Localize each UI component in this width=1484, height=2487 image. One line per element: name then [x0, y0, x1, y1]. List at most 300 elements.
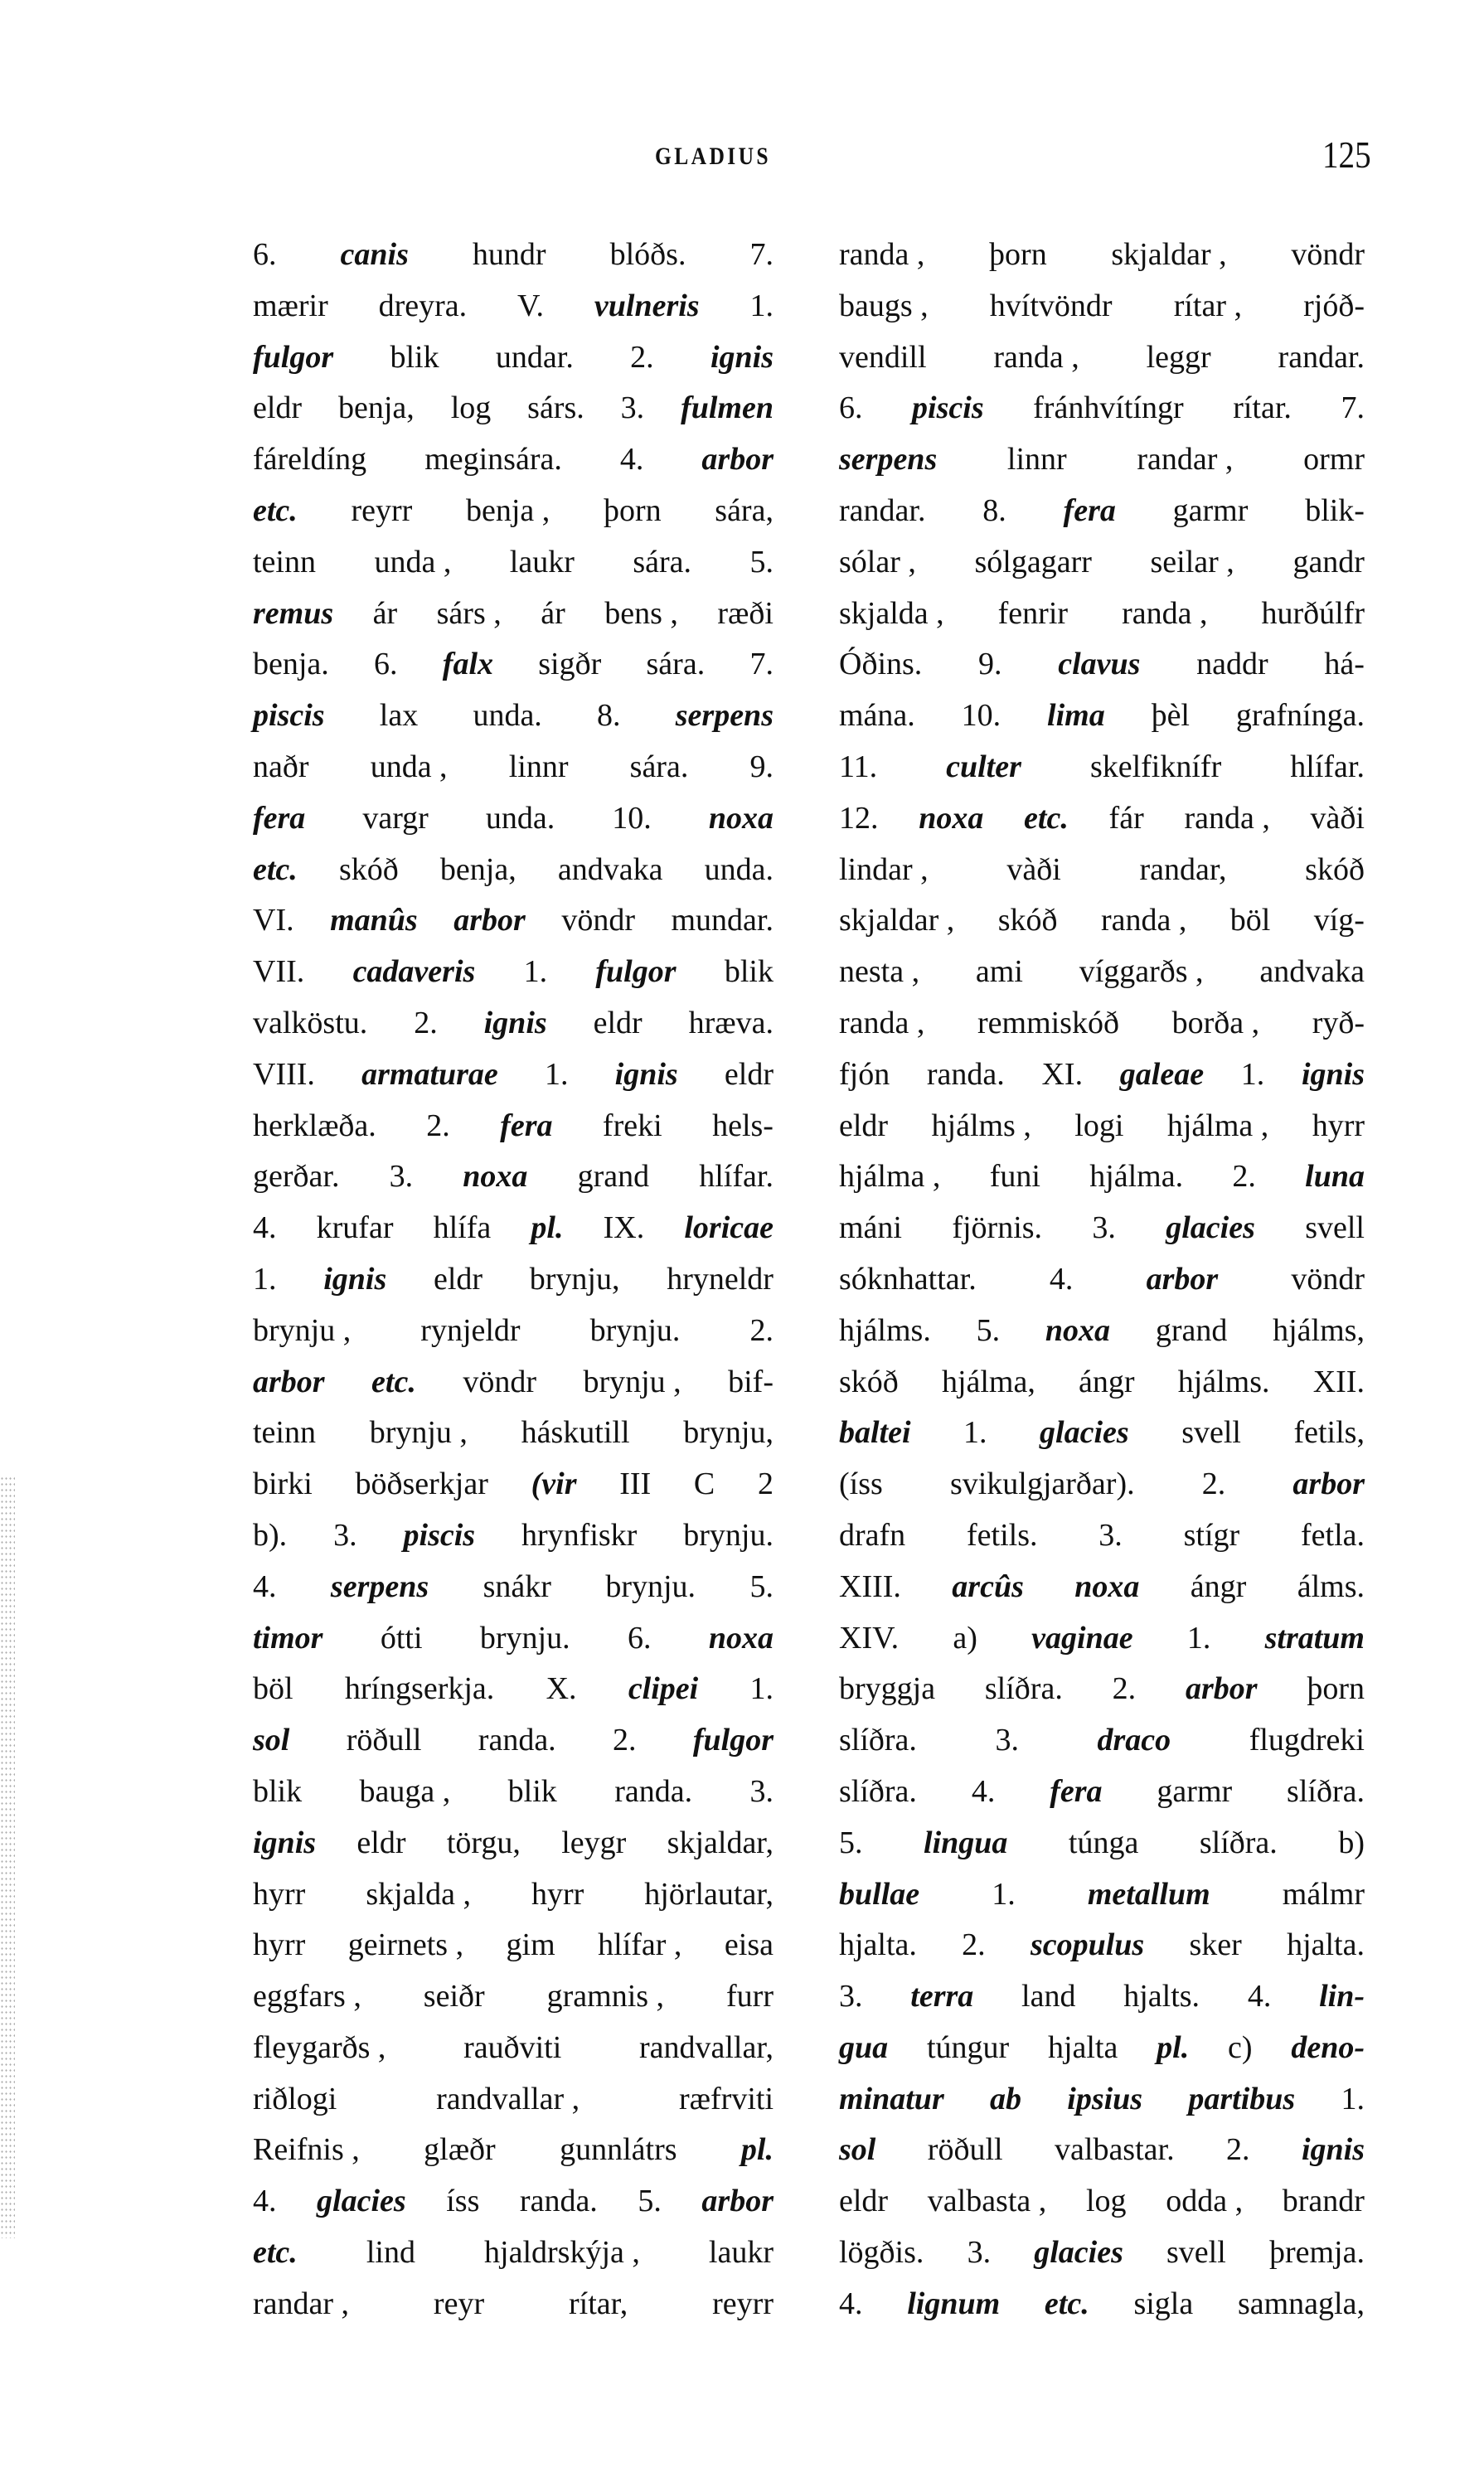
word: odda ,	[1166, 2184, 1244, 2219]
word: randa.	[614, 1773, 693, 1809]
word: 9.	[978, 647, 1002, 682]
text-line	[253, 1767, 774, 1819]
word: unda.	[704, 851, 774, 887]
word: flugdreki	[1249, 1723, 1365, 1758]
latin-term: glacies	[1040, 1415, 1129, 1451]
word: samnagla,	[1237, 2286, 1365, 2321]
word: randar.	[1278, 339, 1365, 375]
word: borða ,	[1171, 1005, 1260, 1040]
word: 4.	[253, 1568, 277, 1604]
latin-term: minatur	[839, 2081, 944, 2116]
word: unda.	[473, 698, 542, 734]
word: há-	[1324, 647, 1365, 682]
word: 2.	[1232, 1159, 1256, 1195]
word: fenrir	[997, 595, 1069, 631]
word: linnr	[508, 749, 569, 784]
word: málmr	[1282, 1876, 1365, 1912]
text-line	[253, 1716, 774, 1767]
latin-term: arbor	[701, 2184, 774, 2219]
word: hjálms.	[839, 1312, 931, 1348]
word: þèl	[1151, 698, 1190, 734]
word: brynju.	[683, 1517, 774, 1553]
word: brynju,	[529, 1261, 620, 1297]
latin-term: terra	[910, 1979, 974, 2014]
latin-term: ignis	[323, 1261, 387, 1297]
latin-term: lima	[1047, 698, 1105, 734]
text-line	[839, 1716, 1365, 1767]
text-line	[839, 1511, 1365, 1563]
word: riðlogi	[253, 2081, 337, 2116]
text-line	[253, 589, 774, 641]
word: 7.	[749, 647, 774, 682]
page-number: 125	[1322, 133, 1371, 176]
latin-term: manûs	[330, 903, 418, 938]
latin-term: noxa	[708, 1620, 774, 1656]
word: sára.	[646, 647, 706, 682]
word: c)	[1228, 2029, 1253, 2065]
word: böl	[253, 1671, 293, 1707]
word: svell	[1305, 1210, 1365, 1246]
word: hjörlautar,	[644, 1876, 774, 1912]
latin-term: glacies	[317, 2184, 406, 2219]
word: sára,	[715, 492, 774, 528]
word: hjálma ,	[1166, 1108, 1269, 1143]
word: 3.	[1098, 1517, 1123, 1553]
word: unda ,	[374, 544, 452, 579]
word: benja,	[337, 390, 415, 426]
word: 3.	[389, 1159, 414, 1195]
word: blik	[724, 954, 774, 990]
word: hjalta	[1047, 2029, 1118, 2065]
word: törgu,	[446, 1825, 521, 1860]
word: furr	[726, 1979, 774, 2014]
word: mundar.	[671, 903, 774, 938]
word: randvallar,	[638, 2029, 774, 2065]
text-line	[253, 1102, 774, 1153]
word: 10.	[612, 800, 652, 836]
word: sárs.	[527, 390, 584, 426]
word: rítar.	[1233, 390, 1292, 426]
latin-term: pl.	[531, 1210, 564, 1246]
word: þorn	[603, 492, 662, 528]
word: laukr	[509, 544, 575, 579]
word: ángr	[1190, 1568, 1247, 1604]
word: sólgagarr	[974, 544, 1092, 579]
word: C	[693, 1467, 715, 1502]
word: 8.	[597, 698, 621, 734]
word: eldr	[839, 2184, 889, 2219]
word: 2.	[613, 1723, 637, 1758]
latin-term: remus	[253, 595, 334, 631]
text-line	[253, 1204, 774, 1255]
word: blóðs.	[609, 237, 686, 272]
word: 4.	[253, 2184, 277, 2219]
word: lax	[379, 698, 419, 734]
latin-term: stratum	[1264, 1620, 1365, 1656]
word: 4.	[619, 442, 644, 478]
text-line	[253, 1050, 774, 1102]
word: þorn	[989, 237, 1047, 272]
word: böl	[1229, 903, 1271, 938]
word: skóð	[338, 851, 399, 887]
word: röðull	[927, 2132, 1003, 2168]
word: 1.	[992, 1876, 1016, 1912]
text-line	[839, 2228, 1365, 2280]
latin-term: serpens	[675, 698, 774, 734]
word: b).	[253, 1517, 288, 1553]
latin-term: fera	[253, 800, 306, 836]
latin-term: lignum	[907, 2286, 1001, 2321]
word: randa ,	[1184, 800, 1270, 836]
text-line	[253, 1358, 774, 1409]
text-line	[253, 743, 774, 794]
word: ami	[975, 954, 1023, 990]
running-head-title: GLADIUS	[655, 143, 771, 170]
text-line	[839, 538, 1365, 589]
latin-term: cadaveris	[352, 954, 476, 990]
word: reyrr	[712, 2286, 774, 2321]
word: fjörnis.	[952, 1210, 1043, 1246]
word: X.	[546, 1671, 577, 1707]
word: 2.	[1201, 1467, 1226, 1502]
latin-term: scopulus	[1030, 1927, 1145, 1963]
word: íss	[446, 2184, 480, 2219]
word: grand	[577, 1159, 650, 1195]
word: randa.	[926, 1056, 1005, 1092]
word: sára.	[633, 544, 692, 579]
word: skjaldar ,	[1111, 237, 1227, 272]
word: böðserkjar	[355, 1467, 488, 1502]
word: geirnets ,	[347, 1927, 464, 1963]
text-line	[253, 1152, 774, 1204]
word: 11.	[839, 749, 878, 784]
word: nesta ,	[839, 954, 920, 990]
word: brynju ,	[369, 1415, 468, 1451]
word: fetils,	[1293, 1415, 1365, 1451]
word: garmr	[1157, 1773, 1233, 1809]
word: glæðr	[424, 2132, 496, 2168]
text-line	[253, 1563, 774, 1614]
latin-term: loricae	[684, 1210, 774, 1246]
text-line	[839, 999, 1365, 1050]
word: teinn	[253, 1415, 316, 1451]
word: 7.	[1341, 390, 1365, 426]
word: 1.	[253, 1261, 277, 1297]
text-line	[839, 487, 1365, 538]
word: baugs ,	[839, 288, 929, 323]
word: ryð-	[1312, 1005, 1365, 1040]
latin-term: arbor	[1185, 1671, 1258, 1707]
latin-term: noxa	[919, 800, 984, 836]
word: fjón	[839, 1056, 890, 1092]
latin-term: armaturae	[361, 1056, 498, 1092]
word: ormr	[1303, 442, 1365, 478]
text-line	[253, 640, 774, 691]
word: brynju ,	[583, 1364, 681, 1399]
latin-term: galeae	[1119, 1056, 1205, 1092]
latin-term: ipsius	[1067, 2081, 1143, 2116]
text-line	[839, 846, 1365, 897]
word: 4.	[1049, 1261, 1074, 1297]
word: birki	[253, 1467, 313, 1502]
word: brandr	[1282, 2184, 1365, 2219]
word: 3.	[749, 1773, 774, 1809]
word: vàði	[1310, 800, 1365, 836]
word: 1.	[963, 1415, 987, 1451]
word: hryneldr	[667, 1261, 774, 1297]
word: remmiskóð	[977, 1005, 1119, 1040]
word: hjaldrskýja ,	[484, 2235, 640, 2271]
word: 8.	[982, 492, 1006, 528]
latin-term: piscis	[403, 1517, 476, 1553]
word: hjalts.	[1123, 1979, 1200, 2014]
word: lindar ,	[839, 851, 929, 887]
word: skóð	[997, 903, 1058, 938]
text-column-left	[253, 230, 774, 2331]
word: grafnínga.	[1235, 698, 1365, 734]
word: laukr	[708, 2235, 774, 2271]
text-line	[253, 538, 774, 589]
text-line	[253, 333, 774, 385]
word: seiðr	[423, 1979, 485, 2014]
word: brynju.	[589, 1312, 681, 1348]
word: fleygarðs ,	[253, 2029, 386, 2065]
word: randar,	[1139, 851, 1227, 887]
latin-term: etc.	[253, 492, 298, 528]
word: eldr	[839, 1108, 889, 1143]
latin-term: canis	[340, 237, 409, 272]
word: fáreldíng	[253, 442, 367, 478]
word: 1.	[1341, 2081, 1365, 2116]
word: unda.	[485, 800, 555, 836]
latin-term: fulmen	[681, 390, 774, 426]
word: hlífar.	[699, 1159, 774, 1195]
latin-term: arbor	[453, 903, 526, 938]
latin-term: etc.	[1044, 2286, 1089, 2321]
latin-term: fera	[1050, 1773, 1103, 1809]
word: seilar ,	[1150, 544, 1234, 579]
word: gandr	[1292, 544, 1365, 579]
word: 2.	[749, 1312, 774, 1348]
text-line	[253, 896, 774, 948]
word: Reifnis ,	[253, 2132, 360, 2168]
text-line	[839, 1921, 1365, 1972]
word: gunnlátrs	[560, 2132, 677, 2168]
text-line	[253, 384, 774, 435]
word: 3.	[967, 2235, 992, 2271]
word: andvaka	[1259, 954, 1365, 990]
word: 3.	[620, 390, 645, 426]
word: fetla.	[1300, 1517, 1365, 1553]
text-line	[839, 896, 1365, 948]
word: XIV.	[839, 1620, 900, 1656]
word: randa ,	[839, 237, 925, 272]
word: randar ,	[253, 2286, 350, 2321]
word: vöndr	[463, 1364, 536, 1399]
word: randa ,	[1100, 903, 1187, 938]
latin-term: etc.	[371, 1364, 416, 1399]
word: hyrr	[531, 1876, 584, 1912]
word: víg-	[1313, 903, 1365, 938]
word: 5.	[749, 1568, 774, 1604]
word: valbastar.	[1055, 2132, 1175, 2168]
text-line	[839, 691, 1365, 743]
text-line	[253, 2024, 774, 2075]
text-line	[839, 589, 1365, 641]
word: 10.	[961, 698, 1001, 734]
word: 6.	[253, 237, 277, 272]
word: b)	[1338, 1825, 1365, 1860]
latin-term: glacies	[1166, 1210, 1255, 1246]
latin-term: etc.	[253, 2235, 298, 2271]
word: valköstu.	[253, 1005, 368, 1040]
word: gerðar.	[253, 1159, 340, 1195]
latin-term: fulgor	[253, 339, 334, 375]
text-line	[253, 282, 774, 333]
word: randa ,	[993, 339, 1079, 375]
text-line	[253, 2228, 774, 2280]
scan-edge-noise	[0, 1476, 15, 2238]
latin-term: piscis	[253, 698, 325, 734]
word: ár	[372, 595, 398, 631]
text-line	[253, 794, 774, 846]
word: ræfrviti	[679, 2081, 774, 2116]
text-line	[839, 1152, 1365, 1204]
word: hjálms.	[1177, 1364, 1270, 1399]
word: ræði	[717, 595, 774, 631]
text-line	[253, 1614, 774, 1665]
word: reyr	[433, 2286, 485, 2321]
word: bif-	[728, 1364, 774, 1399]
text-line	[839, 384, 1365, 435]
word: log	[450, 390, 492, 426]
text-line	[253, 846, 774, 897]
word: bryggja	[839, 1671, 936, 1707]
word: naddr	[1196, 647, 1268, 682]
word: log	[1085, 2184, 1127, 2219]
latin-term: ignis	[483, 1005, 547, 1040]
word: brynju.	[605, 1568, 696, 1604]
word: ár	[541, 595, 565, 631]
latin-term: ignis	[1301, 2132, 1365, 2168]
word: vendill	[839, 339, 927, 375]
word: 3.	[1092, 1210, 1116, 1246]
word: brynju.	[479, 1620, 570, 1656]
latin-term: ignis	[1301, 1056, 1365, 1092]
word: 1.	[749, 1671, 774, 1707]
text-line	[839, 1972, 1365, 2024]
word: 4.	[1247, 1979, 1272, 2014]
word: snákr	[483, 1568, 551, 1604]
word: rjóð-	[1303, 288, 1365, 323]
text-line	[839, 1408, 1365, 1460]
latin-term: serpens	[330, 1568, 429, 1604]
word: túnga	[1068, 1825, 1139, 1860]
word: bens ,	[604, 595, 678, 631]
word: V.	[517, 288, 545, 323]
text-line	[253, 230, 774, 282]
word: fár	[1108, 800, 1144, 836]
text-line	[253, 999, 774, 1050]
word: hjalta.	[1287, 1927, 1365, 1963]
word: fránhvítíngr	[1033, 390, 1184, 426]
text-line	[839, 794, 1365, 846]
word: stígr	[1183, 1517, 1240, 1553]
word: randa.	[478, 1723, 556, 1758]
word: hjalta.	[839, 1927, 917, 1963]
word: 3.	[995, 1723, 1019, 1758]
word: hundr	[472, 237, 546, 272]
word: 1.	[1186, 1620, 1211, 1656]
word: lind	[366, 2235, 415, 2271]
word: sigla	[1133, 2286, 1194, 2321]
word: randa ,	[839, 1005, 925, 1040]
word: sker	[1189, 1927, 1242, 1963]
text-line	[839, 640, 1365, 691]
word: bauga ,	[359, 1773, 451, 1809]
text-line	[839, 1050, 1365, 1102]
word: sólar ,	[839, 544, 916, 579]
word: 2.	[426, 1108, 450, 1143]
text-line	[253, 1972, 774, 2024]
latin-term: deno-	[1291, 2029, 1365, 2065]
latin-term: noxa	[1045, 1312, 1111, 1348]
word: slíðra.	[984, 1671, 1063, 1707]
word: XII.	[1312, 1364, 1365, 1399]
latin-term: pl.	[1157, 2029, 1190, 2065]
latin-term: etc.	[1024, 800, 1069, 836]
word: herklæða.	[253, 1108, 376, 1143]
word: 4.	[253, 1210, 277, 1246]
word: eldr	[724, 1056, 774, 1092]
word: 4.	[839, 2286, 863, 2321]
word: vöndr	[561, 903, 635, 938]
word: skóð	[1305, 851, 1365, 887]
word: valbasta ,	[927, 2184, 1047, 2219]
latin-term: lingua	[924, 1825, 1008, 1860]
latin-term: sol	[253, 1723, 290, 1758]
word: sárs ,	[436, 595, 502, 631]
text-line	[839, 2075, 1365, 2126]
word: skjaldar ,	[839, 903, 955, 938]
word: vöndr	[1291, 1261, 1365, 1297]
text-line	[253, 2126, 774, 2177]
text-line	[253, 1307, 774, 1358]
word: hjálms ,	[931, 1108, 1031, 1143]
word: 1.	[749, 288, 774, 323]
text-line	[839, 1204, 1365, 1255]
word: 3.	[333, 1517, 357, 1553]
word: hlífa	[433, 1210, 492, 1246]
word: víggarðs ,	[1079, 954, 1204, 990]
word: dreyra.	[378, 288, 468, 323]
word: XIII.	[839, 1568, 901, 1604]
word: 2.	[1112, 1671, 1137, 1707]
word: þorn	[1307, 1671, 1365, 1707]
word: þremja.	[1268, 2235, 1365, 2271]
latin-term: draco	[1097, 1723, 1171, 1758]
text-line	[839, 282, 1365, 333]
text-line	[839, 1665, 1365, 1716]
word: leggr	[1146, 339, 1211, 375]
word: 5.	[638, 2184, 662, 2219]
word: gramnis ,	[546, 1979, 665, 2014]
text-line	[253, 1921, 774, 1972]
latin-term: lin-	[1319, 1979, 1365, 2014]
word: eisa	[724, 1927, 774, 1963]
word: vöndr	[1291, 237, 1365, 272]
text-line	[839, 1563, 1365, 1614]
